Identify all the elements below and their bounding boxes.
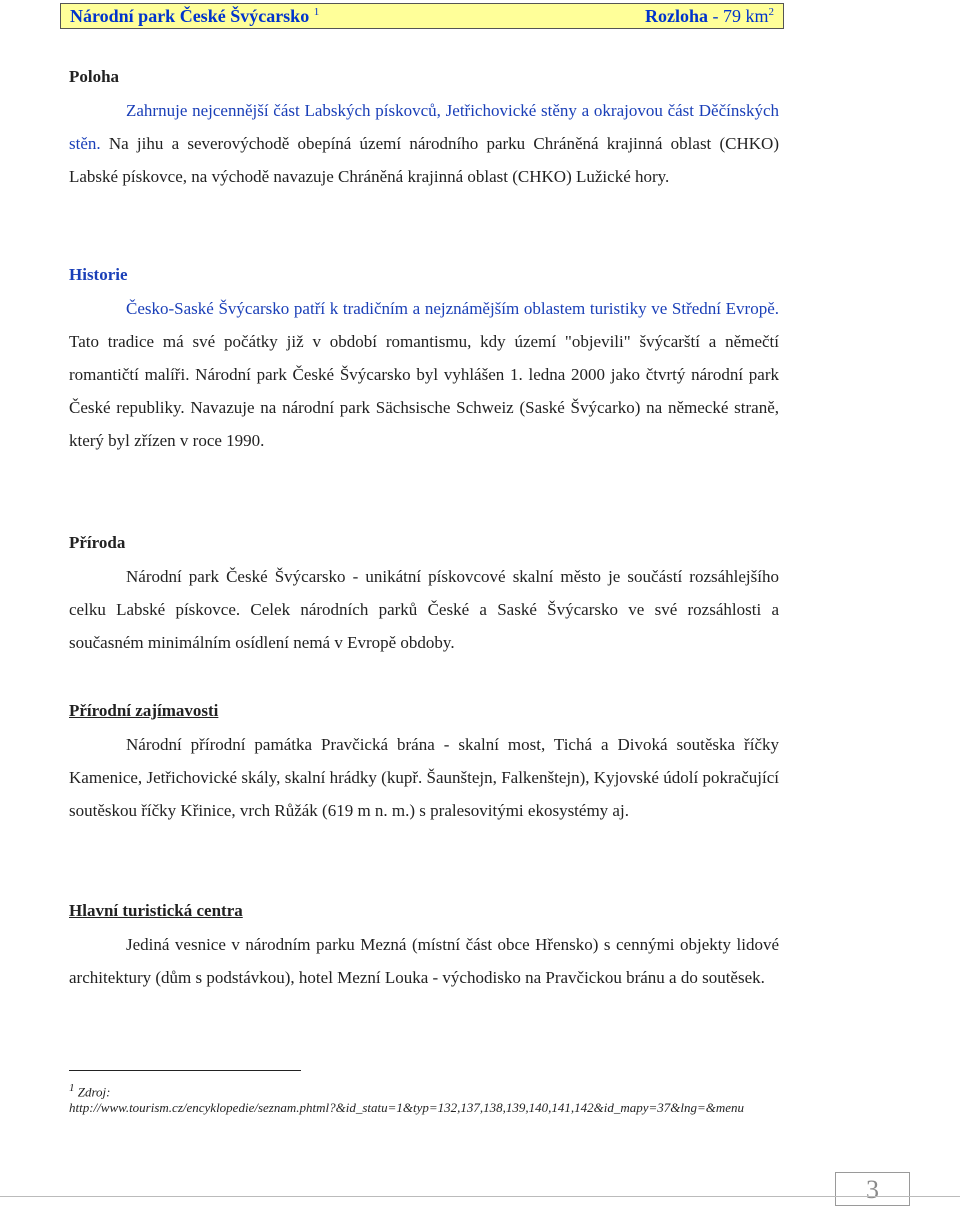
footnote-url[interactable]: http://www.tourism.cz/encyklopedie/seznam.phtml?&id_statu=1&typ=132,137,138,139,140,141,142&id_mapy=37&lng=&menu: [69, 1100, 745, 1116]
section-priroda: [69, 533, 779, 659]
park-title: Národní park České Švýcarsko $^1$: [70, 5, 320, 26]
section-prirodni-zajimavosti: [69, 701, 779, 827]
section-historie: [69, 265, 779, 457]
section-hlavni-turisticka-centra: [69, 901, 779, 994]
section-paragraph: Zahrnuje nejcennější část Labských pískovců, Jetřichovické stěny a okrajovou část Děčínských stěn. Na jihu a severovýchodě obepíná území národního parku Chráněná krajinná oblast (CHKO) Labské pískovce, na východě navazuje Chráněná krajinná oblast (CHKO) Lužické hory.: [69, 101, 779, 186]
section-heading: Poloha: [69, 67, 120, 86]
footnote-divider: [69, 1070, 301, 1071]
section-heading: Příroda: [69, 533, 126, 552]
footnote-mark: 1: [69, 1082, 75, 1094]
section-paragraph: Česko-Saské Švýcarsko patří k tradičním a nejznámějším oblastem turistiky ve Střední Evropě. Tato tradice má své počátky již v období romantismu, kdy území "objevili" švýcarští a němečtí romantičtí malíři. Národní park České Švýcarsko byl vyhlášen 1. ledna 2000 jako čtvrtý národní park České republiky. Navazuje na národní park Sächsische Schweiz (Saské Švýcarko) na německé straně, který byl zřízen v roce 1990.: [69, 299, 779, 450]
inline-link[interactable]: Česko-Saské Švýcarsko patří k tradičním a nejznámějším oblastem turistiky ve Střední Evropě.: [126, 299, 779, 318]
section-heading: Přírodní zajímavosti: [69, 701, 219, 720]
section-paragraph: Národní park České Švýcarsko - unikátní pískovcové skalní město je součástí rozsáhlejšího celku Labské pískovce. Celek národních parků České a Saské Švýcarsko ve své rozsáhlosti a současném minimálním osídlení nemá v Evropě obdoby.: [69, 567, 779, 652]
footnote-mark: 1: [313, 5, 320, 18]
park-area: Rozloha - 79 $km^2$: [645, 5, 774, 26]
section-heading: Historie: [69, 265, 128, 284]
footnote: [69, 1080, 789, 1116]
inline-link[interactable]: Zahrnuje nejcennější část Labských pískovců, Jetřichovické stěny a okrajovou část Děčínských stěn.: [69, 101, 779, 153]
footnote-label: Zdroj:: [74, 1084, 111, 1100]
section-poloha: [69, 67, 779, 193]
page-number: 3: [835, 1172, 910, 1206]
page-bottom-rule: [0, 1196, 960, 1197]
section-heading: Hlavní turistická centra: [69, 901, 243, 920]
section-paragraph: Jediná vesnice v národním parku Mezná (místní část obce Hřensko) s cennými objekty lidové architektury (dům s podstávkou), hotel Mezní Louka - východisko na Pravčickou bránu a do soutěsek.: [69, 935, 779, 987]
section-paragraph: Národní přírodní památka Pravčická brána - skalní most, Tichá a Divoká soutěska říčky Kamenice, Jetřichovické skály, skalní hrádky (kupř. Šaunštejn, Falkenštejn), Kyjovské údolí pokračující soutěskou říčky Křinice, vrch Růžák (619 m n. m.) s pralesovitými ekosystémy aj.: [69, 735, 779, 820]
document-title-bar: [60, 3, 784, 29]
